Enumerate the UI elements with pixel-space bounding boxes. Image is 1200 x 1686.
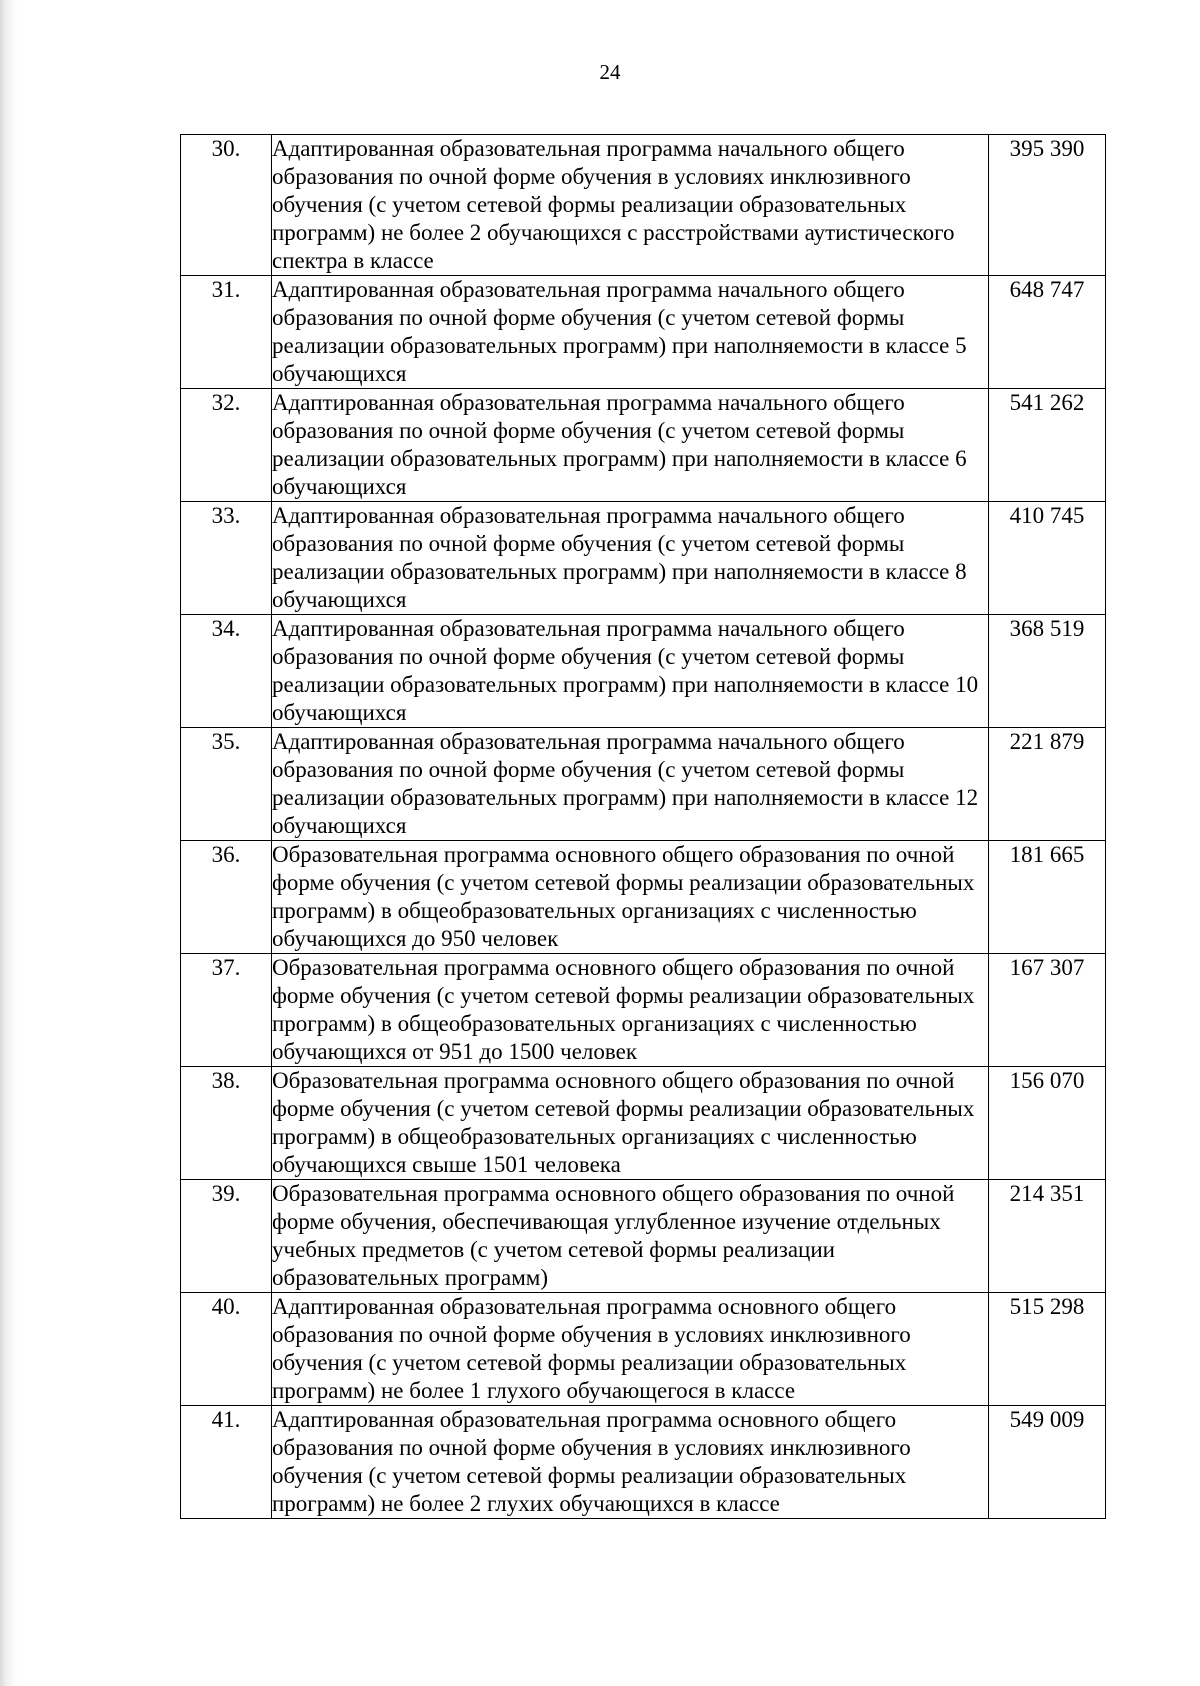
- row-description: Адаптированная образовательная программа начального общего образования по очной форме обучения (с учетом сетевой формы реализации образовательных программ) при наполняемости в классе 5 обучающихся: [272, 276, 989, 389]
- row-description: Образовательная программа основного общего образования по очной форме обучения (с учетом сетевой формы реализации образовательных программ) в общеобразовательных организациях с численностью обучающихся от 951 до 1500 человек: [272, 954, 989, 1067]
- row-description: Адаптированная образовательная программа начального общего образования по очной форме обучения в условиях инклюзивного обучения (с учетом сетевой формы реализации образовательных программ) не более 2 обучающихся с расстройствами аутистического спектра в классе: [272, 135, 989, 276]
- page-number: 24: [599, 60, 621, 84]
- row-description: Адаптированная образовательная программа начального общего образования по очной форме обучения (с учетом сетевой формы реализации образовательных программ) при наполняемости в классе 12 обучающихся: [272, 728, 989, 841]
- table-row: [181, 615, 1106, 728]
- row-number: 32.: [181, 389, 272, 502]
- row-value: 549 009: [989, 1406, 1106, 1519]
- row-value: 181 665: [989, 841, 1106, 954]
- row-description: Образовательная программа основного общего образования по очной форме обучения (с учетом сетевой формы реализации образовательных программ) в общеобразовательных организациях с численностью обучающихся свыше 1501 человека: [272, 1067, 989, 1180]
- row-description: Образовательная программа основного общего образования по очной форме обучения (с учетом сетевой формы реализации образовательных программ) в общеобразовательных организациях с численностью обучающихся до 950 человек: [272, 841, 989, 954]
- table-row: [181, 841, 1106, 954]
- table-row: [181, 728, 1106, 841]
- row-description: Адаптированная образовательная программа основного общего образования по очной форме обучения в условиях инклюзивного обучения (с учетом сетевой формы реализации образовательных программ) не более 2 глухих обучающихся в классе: [272, 1406, 989, 1519]
- table-row: [181, 1180, 1106, 1293]
- row-number: 30.: [181, 135, 272, 276]
- row-value: 214 351: [989, 1180, 1106, 1293]
- row-value: 410 745: [989, 502, 1106, 615]
- row-value: 648 747: [989, 276, 1106, 389]
- table-row: [181, 1406, 1106, 1519]
- table-row: [181, 276, 1106, 389]
- row-number: 37.: [181, 954, 272, 1067]
- table-row: [181, 135, 1106, 276]
- row-value: 541 262: [989, 389, 1106, 502]
- row-number: 31.: [181, 276, 272, 389]
- table-row: [181, 954, 1106, 1067]
- table-row: [181, 1293, 1106, 1406]
- scan-edge-shadow: [0, 0, 18, 1686]
- row-number: 35.: [181, 728, 272, 841]
- table-body: [181, 135, 1106, 1519]
- row-value: 167 307: [989, 954, 1106, 1067]
- row-number: 39.: [181, 1180, 272, 1293]
- cost-table: [180, 134, 1106, 1519]
- row-value: 368 519: [989, 615, 1106, 728]
- row-description: Адаптированная образовательная программа начального общего образования по очной форме обучения (с учетом сетевой формы реализации образовательных программ) при наполняемости в классе 6 обучающихся: [272, 389, 989, 502]
- row-description: Адаптированная образовательная программа начального общего образования по очной форме обучения (с учетом сетевой формы реализации образовательных программ) при наполняемости в классе 8 обучающихся: [272, 502, 989, 615]
- row-description: Образовательная программа основного общего образования по очной форме обучения, обеспечивающая углубленное изучение отдельных учебных предметов (с учетом сетевой формы реализации образовательных программ): [272, 1180, 989, 1293]
- row-description: Адаптированная образовательная программа основного общего образования по очной форме обучения в условиях инклюзивного обучения (с учетом сетевой формы реализации образовательных программ) не более 1 глухого обучающегося в классе: [272, 1293, 989, 1406]
- table-row: [181, 1067, 1106, 1180]
- row-number: 41.: [181, 1406, 272, 1519]
- row-value: 156 070: [989, 1067, 1106, 1180]
- row-value: 221 879: [989, 728, 1106, 841]
- row-description: Адаптированная образовательная программа начального общего образования по очной форме обучения (с учетом сетевой формы реализации образовательных программ) при наполняемости в классе 10 обучающихся: [272, 615, 989, 728]
- row-value: 515 298: [989, 1293, 1106, 1406]
- row-number: 33.: [181, 502, 272, 615]
- table-row: [181, 502, 1106, 615]
- table-row: [181, 389, 1106, 502]
- row-value: 395 390: [989, 135, 1106, 276]
- row-number: 40.: [181, 1293, 272, 1406]
- row-number: 34.: [181, 615, 272, 728]
- row-number: 38.: [181, 1067, 272, 1180]
- row-number: 36.: [181, 841, 272, 954]
